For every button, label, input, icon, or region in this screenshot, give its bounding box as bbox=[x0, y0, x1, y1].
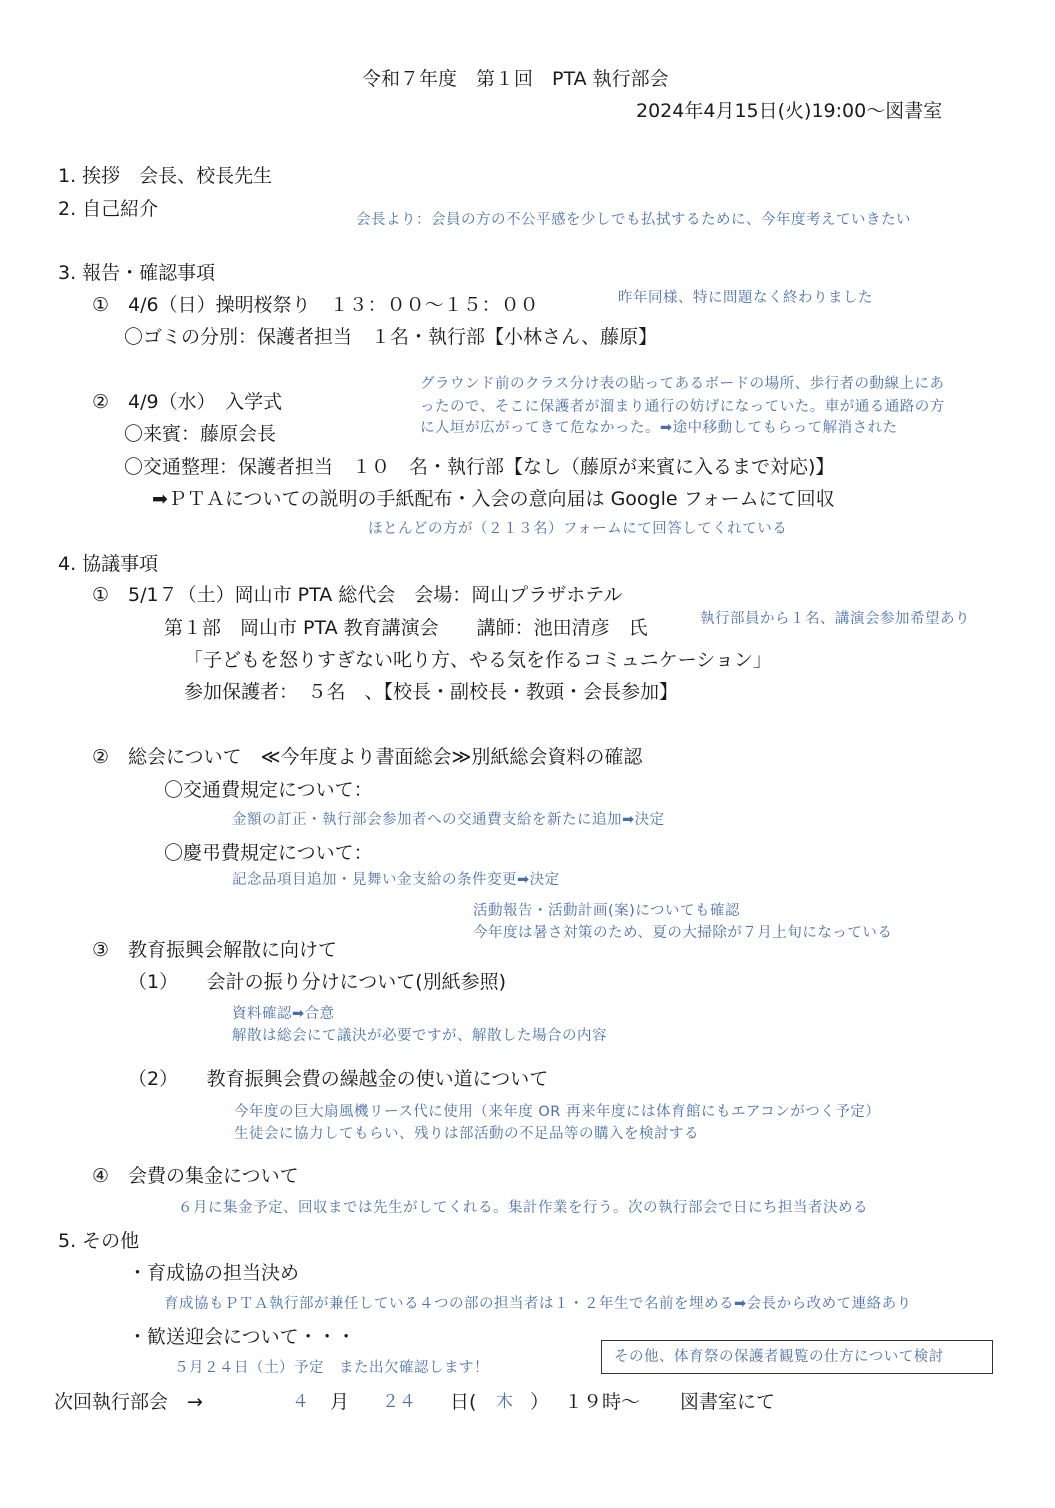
discussion-item-1: ① 5/1７（土）岡山市 PTA 総代会 会場：岡山プラザホテル bbox=[92, 584, 623, 606]
discussion-item-4: ④ 会費の集金について bbox=[92, 1165, 299, 1187]
discussion-item-2-condolence: 〇慶弔費規定について： bbox=[164, 842, 373, 864]
other-item-ikuseikyo: ・育成協の担当決め bbox=[128, 1262, 300, 1284]
discussion-item-3-sub2: （2） 教育振興会費の繰越金の使い道について bbox=[128, 1068, 549, 1090]
report-item-2-traffic: 〇交通整理：保護者担当 １０ 名・執行部【なし（藤原が来賓に入るまで対応)】 bbox=[124, 456, 835, 478]
next-meeting-month: ４ bbox=[292, 1392, 309, 1412]
discussion-item-3-sub2-note1: 今年度の巨大扇風機リース代に使用（来年度 OR 再来年度には体育館にもエアコンがつく予定） bbox=[234, 1104, 881, 1120]
next-meeting-place: 図書室にて bbox=[680, 1391, 776, 1413]
discussion-item-1-lecture: 第１部 岡山市 PTA 教育講演会 講師：池田清彦 氏 bbox=[164, 617, 648, 639]
discussion-item-2-activity-note: 活動報告・活動計画(案)についても確認 bbox=[473, 903, 741, 919]
report-item-1-detail: 〇ゴミの分別：保護者担当 １名・執行部【小林さん、藤原】 bbox=[124, 326, 658, 348]
discussion-item-2-condolence-note: 記念品項目追加・見舞い金支給の条件変更➡決定 bbox=[232, 872, 560, 888]
next-meeting-day-unit: 日( bbox=[450, 1391, 477, 1413]
other-item-welcome-party: ・歓送迎会について・・・ bbox=[128, 1326, 356, 1348]
discussion-item-2: ② 総会について ≪今年度より書面総会≫別紙総会資料の確認 bbox=[92, 746, 643, 768]
meeting-date: 2024年4月15日(火)19:00～図書室 bbox=[636, 100, 943, 122]
discussion-item-3-sub1-note2: 解散は総会にて議決が必要ですが、解散した場合の内容 bbox=[232, 1028, 607, 1044]
discussion-item-2-transport-note: 金額の訂正・執行部会参加者への交通費支給を新たに追加➡決定 bbox=[232, 812, 665, 828]
next-meeting-day: ２４ bbox=[382, 1392, 416, 1412]
discussion-item-1-theme: 「子どもを怒りすぎない叱り方、やる気を作るコミュニケーション」 bbox=[184, 649, 772, 671]
next-meeting-label: 次回執行部会 → bbox=[54, 1391, 203, 1413]
note-president-remark: 会長より：会員の方の不公平感を少しでも払拭するために、今年度考えていきたい bbox=[356, 212, 911, 228]
report-item-2-form-note: ほとんどの方が（２１３名）フォームにて回答してくれている bbox=[368, 521, 788, 537]
discussion-item-2-transport: 〇交通費規定について： bbox=[164, 779, 373, 801]
section-greeting: 1. 挨拶 会長、校長先生 bbox=[58, 165, 273, 187]
next-meeting-month-unit: 月 bbox=[330, 1391, 350, 1413]
report-item-2-note-line1: グラウンド前のクラス分け表の貼ってあるボードの場所、歩行者の動線上にあ bbox=[420, 376, 945, 392]
next-meeting-close: ） bbox=[530, 1391, 550, 1413]
report-item-2: ② 4/9（水） 入学式 bbox=[92, 391, 283, 413]
discussion-item-3-sub1: （1） 会計の振り分けについて(別紙参照) bbox=[128, 971, 507, 993]
discussion-item-4-note: ６月に集金予定、回収までは先生がしてくれる。集計作業を行う。次の執行部会で日にち担当者決める bbox=[178, 1200, 868, 1216]
report-item-1-note: 昨年同様、特に問題なく終わりました bbox=[618, 290, 873, 306]
discussion-item-2-cleaning-note: 今年度は暑さ対策のため、夏の大掃除が７月上旬になっている bbox=[473, 925, 893, 941]
report-item-1: ① 4/6（日）操明桜祭り １３：００～１５：００ bbox=[92, 294, 539, 316]
report-item-2-form: ➡ＰＴＡについての説明の手紙配布・入会の意向届は Google フォームにて回収 bbox=[152, 488, 835, 510]
section-self-intro: 2. 自己紹介 bbox=[58, 198, 159, 220]
section-discussion: 4. 協議事項 bbox=[58, 553, 159, 575]
next-meeting-weekday: 木 bbox=[496, 1392, 513, 1412]
discussion-item-3: ③ 教育振興会解散に向けて bbox=[92, 939, 338, 961]
discussion-item-1-participants: 参加保護者： ５名 、【校長・副校長・教頭・会長参加】 bbox=[184, 681, 679, 703]
report-item-2-guest: 〇来賓：藤原会長 bbox=[124, 423, 277, 445]
next-meeting-time: １９時～ bbox=[564, 1391, 641, 1413]
page-title: 令和７年度 第１回 PTA 執行部会 bbox=[362, 68, 669, 90]
discussion-item-3-sub1-note1: 資料確認➡合意 bbox=[232, 1006, 335, 1022]
other-item-ikuseikyo-note: 育成協もＰＴＡ執行部が兼任している４つの部の担当者は１・２年生で名前を埋める➡会長から改めて連絡あり bbox=[164, 1296, 912, 1312]
discussion-item-3-sub2-note2: 生徒会に協力してもらい、残りは部活動の不足品等の購入を検討する bbox=[234, 1126, 699, 1142]
other-item-welcome-party-note: ５月２４日（土）予定 また出欠確認します！ bbox=[174, 1360, 489, 1376]
other-sports-day-box: その他、体育祭の保護者観覧の仕方について検討 bbox=[601, 1340, 993, 1374]
section-other: 5. その他 bbox=[58, 1230, 140, 1252]
report-item-2-note-line3: に人垣が広がってきて危なかった。➡途中移動してもらって解消された bbox=[420, 420, 898, 436]
discussion-item-1-note: 執行部員から１名、講演会参加希望あり bbox=[700, 611, 970, 627]
section-report: 3. 報告・確認事項 bbox=[58, 262, 216, 284]
report-item-2-note-line2: ったので、そこに保護者が溜まり通行の妨げになっていた。車が通る通路の方 bbox=[420, 399, 945, 415]
